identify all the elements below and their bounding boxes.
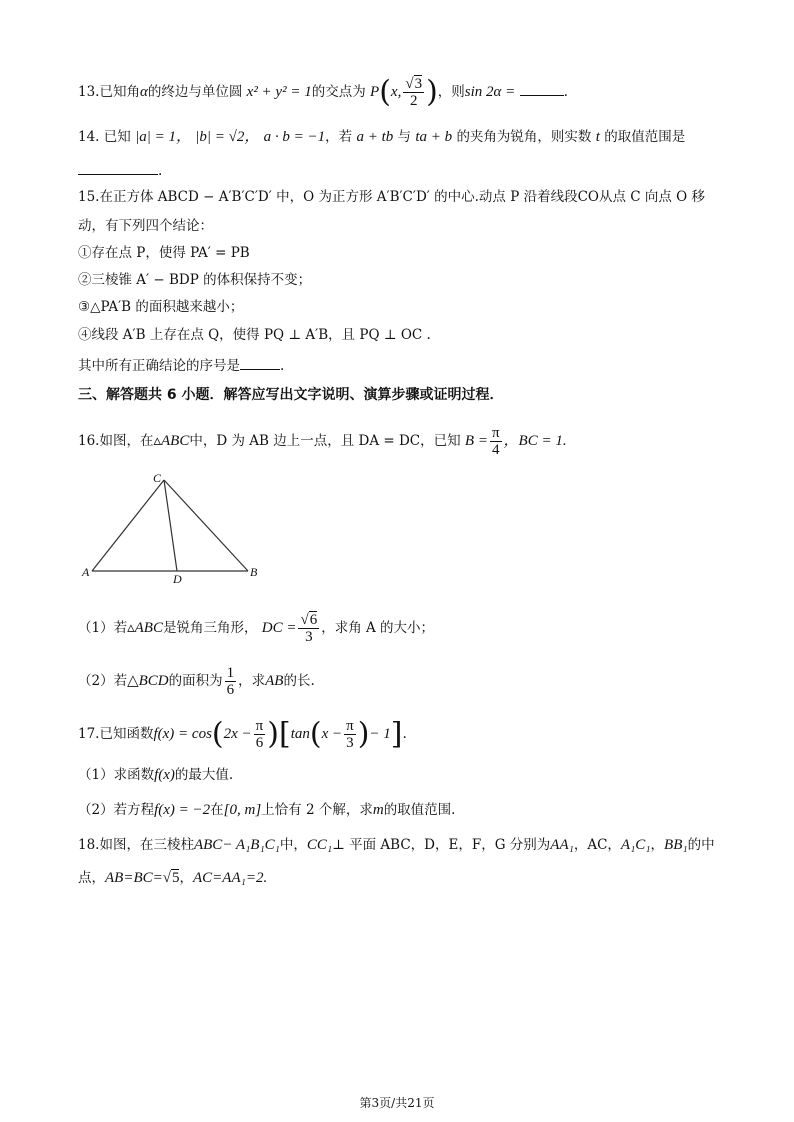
- question-14-blank-line: .: [78, 160, 724, 181]
- conclusion-4: ④线段 A′B 上存在点 Q，使得 PQ ⊥ A′B，且 PQ ⊥ OC .: [78, 327, 431, 343]
- question-16: 16.如图，在▵ABC中，D 为 AB 边上一点，且 DA = DC，已知 B = $\frac{\pi}{4}$ ，BC = 1.: [78, 425, 567, 458]
- conclusion-1: ①存在点 P，使得 PA′ = PB: [78, 245, 250, 261]
- conclusion-2: ②三棱锥 A′ − BDP 的体积保持不变；: [78, 272, 312, 288]
- side-ac: [92, 480, 164, 571]
- question-18-line2: 点，AB=BC=√5，AC=AA₁=2.: [78, 870, 268, 886]
- answer-blank: [520, 81, 564, 96]
- question-15-line2: 动，有下列四个结论：: [78, 218, 213, 234]
- vertex-label-b: B: [250, 565, 258, 579]
- answer-blank: [78, 160, 158, 175]
- segment-cd: [164, 480, 177, 571]
- vertex-label-d: D: [173, 572, 182, 585]
- question-13: 13.已知角α的终边与单位圆 x² + y² = 1的交点为 P(x, $\frac{√3}{2}$ )，则sin 2α = .: [78, 74, 568, 110]
- vertex-label-c: C: [153, 471, 162, 485]
- side-cb: [164, 480, 248, 571]
- triangle-figure: [80, 470, 270, 585]
- question-15-ask: 其中所有正确结论的序号是 .: [78, 355, 724, 376]
- question-17-part-1: （1）求函数f(x)的最大值.: [78, 767, 234, 783]
- conclusion-3: ③△PA′B 的面积越来越小；: [78, 299, 244, 315]
- question-14: 14. 已知 |a| = 1， |b| = √2， a · b = −1，若 a + tb 与 ta + b 的夹角为锐角，则实数 t 的取值范围是: [78, 129, 686, 145]
- question-15-line1: 15.在正方体 ABCD − A′B′C′D′ 中，O 为正方形 A′B′C′D′ 的中心.动点 P 沿着线段CO从点 C 向点 O 移: [78, 189, 706, 205]
- section-3-heading: 三、解答题共 6 小题．解答应写出文字说明、演算步骤或证明过程．: [78, 387, 504, 403]
- vertex-label-a: A: [82, 565, 90, 579]
- question-17: 17.已知函数f(x) = cos(2x − $\frac{\pi}{6}$ )[tan(x − $\frac{\pi}{3}$ )− 1].: [78, 716, 407, 752]
- question-17-part-2: （2）若方程f(x) = −2在[0, m]上恰有 2 个解，求m的取值范围.: [78, 802, 456, 818]
- question-16-part-1: （1）若▵ABC是锐角三角形， DC = $\frac{√6}{3}$ ，求角 A 的大小；: [78, 612, 435, 645]
- page-footer: 第3页/共21页: [359, 1096, 435, 1110]
- answer-blank: [240, 355, 280, 370]
- question-16-part-2: （2）若△BCD的面积为 $\frac{1}{6}$ ，求AB的长.: [78, 665, 315, 698]
- question-18-line1: 18.如图，在三棱柱ABC− A₁B₁C₁中，CC₁⊥ 平面 ABC，D，E，F，G 分别为AA₁，AC，A₁C₁，BB₁的中: [78, 837, 715, 853]
